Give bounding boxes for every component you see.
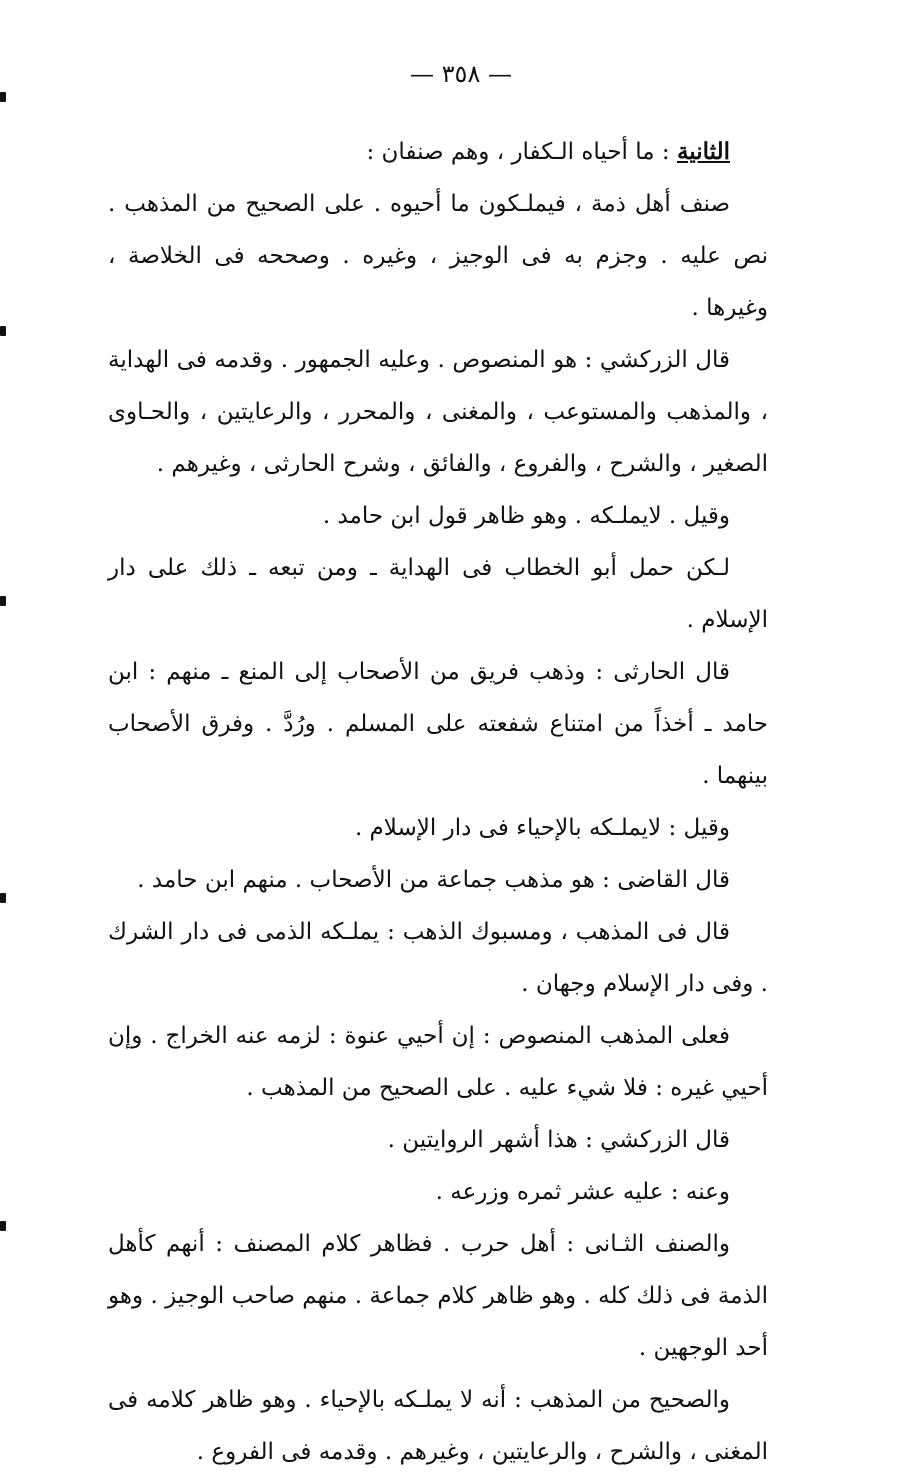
scan-edge-mark — [0, 1221, 6, 1231]
paragraph-2: صنف أهل ذمة ، فيملـكون ما أحيوه . على الصحيح من المذهب . نص عليه . وجزم به فى الوجيز ، وغيره . وصححه فى الخلاصة ، وغيرها . — [108, 191, 768, 321]
paragraph-14: والصحيح من المذهب : أنه لا يملـكه بالإحياء . وهو ظاهر كلامه فى المغنى ، والشرح ، والرعايتين ، وغيرهم . وقدمه فى الفروع . — [108, 1387, 768, 1465]
paragraph-1 — [108, 126, 768, 178]
paragraph-6: قال الحارثى : وذهب فريق من الأصحاب إلى المنع ـ منهم : ابن حامد ـ أخذاً من امتناع شفعته على المسلم . ورُدَّ . وفرق الأصحاب بينهما . — [108, 659, 768, 789]
paragraph-10: فعلى المذهب المنصوص : إن أحيي عنوة : لزمه عنه الخراج . وإن أحيي غيره : فلا شيء عليه . على الصحيح من المذهب . — [108, 1023, 768, 1101]
paragraph-4: وقيل . لايملـكه . وهو ظاهر قول ابن حامد . — [322, 503, 730, 529]
scan-edge-mark — [0, 893, 6, 903]
paragraph-13: والصنف الثـانى : أهل حرب . فظاهر كلام المصنف : أنهم كأهل الذمة فى ذلك كله . وهو ظاهر كلام جماعة . منهم صاحب الوجيز . وهو أحد الوجهين . — [108, 1231, 768, 1361]
paragraph-9: قال فى المذهب ، ومسبوك الذهب : يملـكه الذمى فى دار الشرك . وفى دار الإسلام وجهان . — [108, 919, 768, 997]
scan-edge-mark — [0, 326, 6, 336]
paragraph-11: قال الزركشي : هذا أشهر الروايتين . — [387, 1127, 730, 1153]
page-number: — ٣٥٨ — — [410, 60, 512, 88]
paragraph-8: قال القاضى : هو مذهب جماعة من الأصحاب . منهم ابن حامد . — [137, 867, 730, 893]
paragraph-12: وعنه : عليه عشر ثمره وزرعه . — [435, 1179, 730, 1205]
paragraph-5: لـكن حمل أبو الخطاب فى الهداية ـ ومن تبعه ـ ذلك على دار الإسلام . — [108, 555, 768, 633]
paragraph-3: قال الزركشي : هو المنصوص . وعليه الجمهور . وقدمه فى الهداية ، والمذهب والمستوعب ، والمغنى ، والمحرر ، والرعايتين ، والحـاوى الصغير ، والشرح ، والفروع ، والفائق ، وشرح الحارثى ، وغيرهم . — [108, 347, 768, 477]
paragraph-7: وقيل : لايملـكه بالإحياء فى دار الإسلام . — [354, 815, 730, 841]
paragraph-1-text: : ما أحياه الـكفار ، وهم صنفان : — [366, 139, 670, 165]
scan-edge-mark — [0, 596, 6, 606]
scan-edge-mark — [0, 92, 6, 102]
body-text — [108, 126, 768, 1478]
section-marker: الثانية — [676, 138, 730, 165]
